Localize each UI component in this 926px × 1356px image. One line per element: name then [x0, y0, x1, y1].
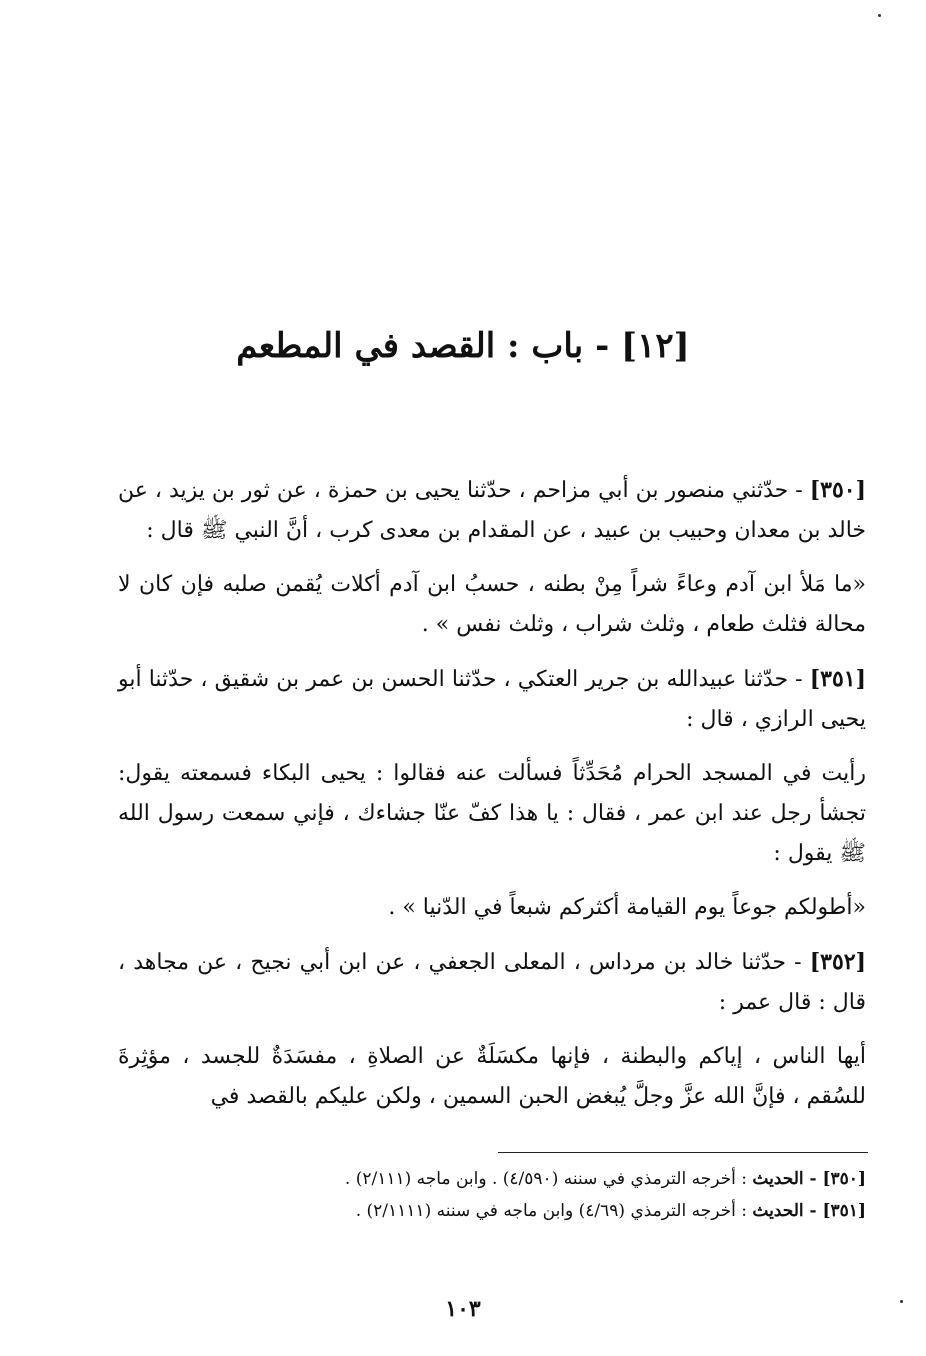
footnotes — [180, 1163, 866, 1227]
hadith-351-chain — [118, 659, 866, 740]
page-number: ١٠٣ — [445, 1296, 481, 1322]
hadith-351-text — [118, 888, 866, 928]
footnote-text: : أخرجه الترمذي (٤/٦٩) وابن ماجه في سننه (٢/١١١١) . — [355, 1201, 753, 1221]
hadith-350-chain — [118, 470, 866, 551]
main-text — [118, 470, 866, 1131]
paragraph-text: «ما مَلأ ابن آدم وعاءً شراً مِنْ بطنه ، حسبُ ابن آدم أكلات يُقمن صلبه فإن كان لا محالة فثلث طعام ، وثلث شراب ، وثلث نفس » . — [118, 572, 867, 637]
footnote-351 — [180, 1195, 866, 1227]
scan-speck — [900, 1300, 903, 1303]
hadith-number: [٣٥٢] — [809, 949, 866, 975]
hadith-352-text — [118, 1037, 866, 1117]
paragraph-text: رأيت في المسجد الحرام مُحَدِّثاً فسألت عنه فقالوا : يحيى البكاء فسمعته يقول: تجشأ رجل عند ابن عمر ، فقال : يا هذا كفّ عنّا جشاءك ، فإني سمعت رسول الله ﷺ يقول : — [118, 761, 866, 866]
paragraph-text: - حدّثني منصور بن أبي مزاحم ، حدّثنا يحيى بن حمزة ، عن ثور بن يزيد ، عن خالد بن معدان وحبيب بن عبيد ، عن المقدام بن معدى كرب ، أنَّ النبي ﷺ قال : — [118, 478, 866, 543]
paragraph-text: - حدّثنا خالد بن مرداس ، المعلى الجعفي ، عن ابن أبي نجيح ، عن مجاهد ، قال : قال عمر : — [118, 950, 866, 1015]
paragraph-text: - حدّثنا عبيدالله بن جرير العتكي ، حدّثنا الحسن بن عمر بن شقيق ، حدّثنا أبو يحيى الرازي ، قال : — [118, 667, 866, 732]
footnote-350 — [180, 1163, 866, 1195]
hadith-351-narration — [118, 754, 866, 874]
hadith-number: [٣٥٠] — [809, 477, 866, 503]
hadith-352-chain — [118, 942, 866, 1023]
footnote-label: [٣٥١] - الحديث — [752, 1201, 866, 1221]
footnote-divider — [498, 1152, 868, 1153]
footnote-text: : أخرجه الترمذي في سننه (٤/٥٩٠) . وابن ماجه (٢/١١١) . — [344, 1169, 753, 1189]
chapter-title: [١٢] - باب : القصد في المطعم — [236, 326, 690, 366]
hadith-number: [٣٥١] — [809, 666, 866, 692]
hadith-350-text — [118, 565, 866, 645]
scan-speck — [878, 14, 881, 17]
paragraph-text: «أطولكم جوعاً يوم القيامة أكثركم شبعاً في الدّنيا » . — [388, 895, 866, 920]
paragraph-text: أيها الناس ، إياكم والبطنة ، فإنها مكسَلَةٌ عن الصلاةِ ، مفسَدَةٌ للجسد ، مؤثِرةَ للسُقم ، فإنَّ الله عزَّ وجلَّ يُبغض الحبن السمين ، ولكن عليكم بالقصد في — [118, 1044, 866, 1109]
footnote-label: [٣٥٠] - الحديث — [752, 1169, 866, 1189]
